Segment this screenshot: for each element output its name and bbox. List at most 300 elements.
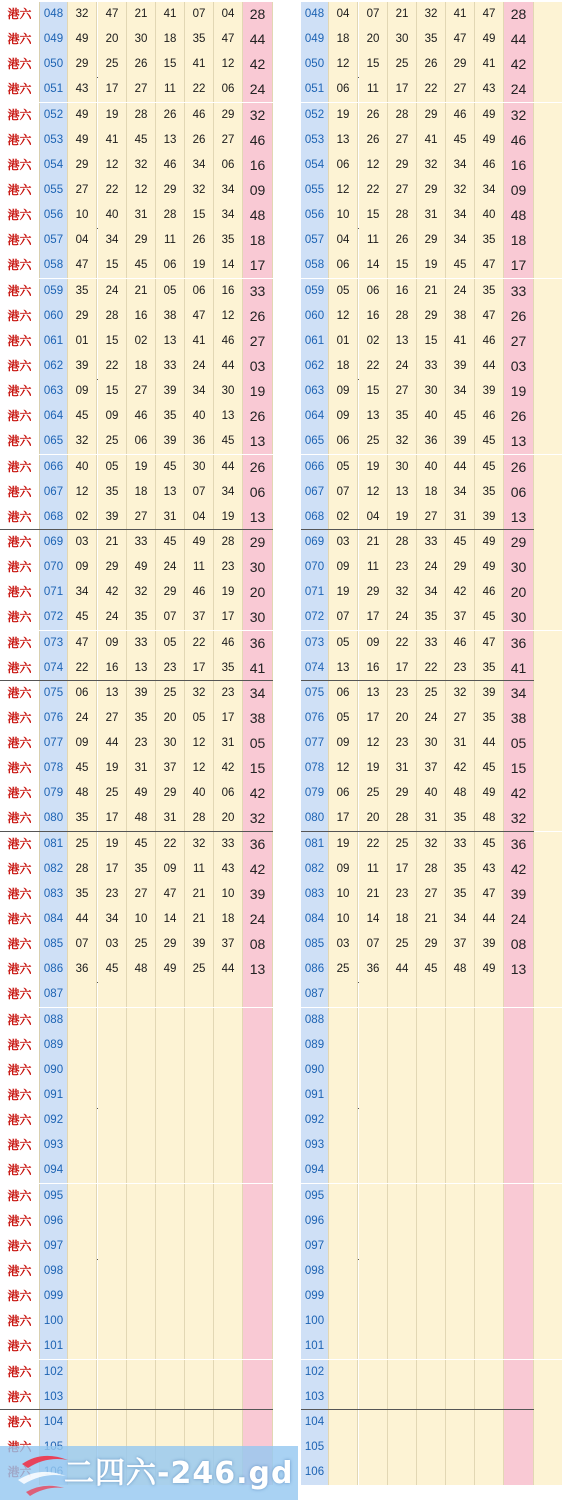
- right-number: 11: [359, 555, 388, 580]
- row-label: 港六: [0, 429, 40, 454]
- right-number: 21: [417, 907, 446, 932]
- right-number: 15: [417, 329, 446, 354]
- left-number: 26: [156, 103, 185, 128]
- right-special-number: [504, 982, 534, 1007]
- left-number: 45: [156, 455, 185, 480]
- row-label: 港六: [0, 1410, 40, 1435]
- right-number: [475, 1410, 504, 1435]
- right-number: 19: [388, 505, 417, 530]
- right-edge: [534, 957, 562, 982]
- right-number: [359, 1460, 388, 1485]
- right-number: 44: [446, 455, 475, 480]
- period-left: 098: [40, 1259, 68, 1284]
- right-number: [446, 1334, 475, 1359]
- left-number: [127, 1108, 156, 1133]
- left-number: [185, 1158, 214, 1183]
- right-number: 23: [446, 656, 475, 681]
- row-label: 港六: [0, 605, 40, 630]
- left-number: 25: [98, 52, 127, 77]
- left-number: 17: [98, 857, 127, 882]
- right-special-number: 42: [504, 52, 534, 77]
- left-number: 03: [68, 530, 97, 555]
- period-right: 105: [301, 1435, 329, 1460]
- table-row: [0, 857, 562, 882]
- left-number: 27: [98, 706, 127, 731]
- row-label: 港六: [0, 631, 40, 656]
- right-number: 32: [446, 681, 475, 706]
- left-number: [185, 1209, 214, 1234]
- right-number: 06: [329, 429, 358, 454]
- period-left: 075: [40, 681, 68, 706]
- right-number: 45: [446, 128, 475, 153]
- left-number: [127, 982, 156, 1007]
- right-number: [359, 1184, 388, 1209]
- table-row: [0, 1334, 562, 1359]
- right-number: 29: [417, 103, 446, 128]
- right-number: [388, 1385, 417, 1410]
- right-number: 32: [417, 153, 446, 178]
- left-number: 21: [127, 2, 156, 27]
- left-number: 33: [214, 832, 243, 857]
- row-label: 港六: [0, 957, 40, 982]
- left-number: 18: [214, 907, 243, 932]
- column-gap: [273, 404, 301, 429]
- left-number: 33: [156, 354, 185, 379]
- left-number: 16: [214, 279, 243, 304]
- right-number: 24: [388, 605, 417, 630]
- period-left: 048: [40, 2, 68, 27]
- right-number: 11: [359, 857, 388, 882]
- right-special-number: 20: [504, 580, 534, 605]
- left-number: [127, 1385, 156, 1410]
- left-number: 49: [156, 957, 185, 982]
- row-label: 港六: [0, 1385, 40, 1410]
- column-gap: [273, 1008, 301, 1033]
- right-special-number: 19: [504, 379, 534, 404]
- period-left: 092: [40, 1108, 68, 1133]
- right-number: 26: [417, 52, 446, 77]
- table-row: [0, 1309, 562, 1334]
- left-special-number: [243, 1209, 273, 1234]
- row-label: 港六: [0, 1234, 40, 1259]
- right-number: 25: [417, 681, 446, 706]
- right-number: [388, 1460, 417, 1485]
- right-number: 17: [388, 656, 417, 681]
- left-number: [185, 1309, 214, 1334]
- column-gap: [273, 505, 301, 530]
- right-edge: [534, 1133, 562, 1158]
- table-row: [0, 1033, 562, 1058]
- right-number: 28: [388, 530, 417, 555]
- table-row: [0, 1058, 562, 1083]
- column-gap: [273, 706, 301, 731]
- left-number: 20: [214, 806, 243, 831]
- left-number: 40: [68, 455, 97, 480]
- left-number: 35: [156, 404, 185, 429]
- left-number: [214, 1033, 243, 1058]
- right-number: [446, 1008, 475, 1033]
- period-right: 103: [301, 1385, 329, 1410]
- left-number: 23: [127, 731, 156, 756]
- right-number: 23: [388, 731, 417, 756]
- right-number: 37: [446, 605, 475, 630]
- period-left: 083: [40, 882, 68, 907]
- left-number: 23: [214, 555, 243, 580]
- left-number: [98, 1284, 127, 1309]
- left-number: [98, 982, 127, 1007]
- right-number: 40: [417, 455, 446, 480]
- left-number: [214, 1133, 243, 1158]
- right-number: 27: [388, 379, 417, 404]
- right-number: 25: [359, 429, 388, 454]
- left-number: 10: [127, 907, 156, 932]
- left-number: [68, 1334, 97, 1359]
- right-edge: [534, 480, 562, 505]
- row-label: 港六: [0, 1008, 40, 1033]
- row-label: 港六: [0, 505, 40, 530]
- right-number: 28: [388, 203, 417, 228]
- right-number: 27: [417, 882, 446, 907]
- right-number: 35: [417, 605, 446, 630]
- row-label: 港六: [0, 681, 40, 706]
- period-left: 078: [40, 756, 68, 781]
- right-number: 07: [359, 2, 388, 27]
- row-label: 港六: [0, 756, 40, 781]
- left-number: [98, 1033, 127, 1058]
- period-left: 053: [40, 128, 68, 153]
- right-number: [359, 1209, 388, 1234]
- right-number: 39: [475, 505, 504, 530]
- row-label: 港六: [0, 656, 40, 681]
- left-number: [185, 1334, 214, 1359]
- period-left: 089: [40, 1033, 68, 1058]
- left-special-number: 13: [243, 957, 273, 982]
- left-number: 27: [214, 128, 243, 153]
- left-number: [214, 1259, 243, 1284]
- period-right: 066: [301, 455, 329, 480]
- left-number: 19: [98, 103, 127, 128]
- left-number: 35: [68, 279, 97, 304]
- right-edge: [534, 455, 562, 480]
- table-row: [0, 1234, 562, 1259]
- right-number: 46: [446, 103, 475, 128]
- right-number: 31: [446, 505, 475, 530]
- right-number: 22: [417, 656, 446, 681]
- right-number: 42: [446, 580, 475, 605]
- right-number: 22: [359, 832, 388, 857]
- right-number: [446, 1184, 475, 1209]
- left-number: 04: [185, 505, 214, 530]
- right-number: 11: [359, 228, 388, 253]
- right-number: [329, 1460, 358, 1485]
- right-number: 48: [446, 957, 475, 982]
- left-number: 29: [156, 781, 185, 806]
- right-number: [329, 1435, 358, 1460]
- left-number: 11: [156, 77, 185, 102]
- right-number: 17: [359, 706, 388, 731]
- right-number: 15: [359, 203, 388, 228]
- right-number: 06: [329, 781, 358, 806]
- right-number: 07: [329, 605, 358, 630]
- right-number: 22: [359, 178, 388, 203]
- right-number: 18: [329, 354, 358, 379]
- left-number: 49: [127, 555, 156, 580]
- period-left: 069: [40, 530, 68, 555]
- right-number: 19: [417, 253, 446, 278]
- left-number: 20: [98, 27, 127, 52]
- left-special-number: 13: [243, 505, 273, 530]
- period-left: 087: [40, 982, 68, 1007]
- left-number: 46: [127, 404, 156, 429]
- right-number: [417, 1284, 446, 1309]
- left-number: 22: [68, 656, 97, 681]
- right-number: 41: [475, 52, 504, 77]
- period-right: 050: [301, 52, 329, 77]
- right-number: 21: [359, 530, 388, 555]
- right-number: 32: [388, 429, 417, 454]
- left-number: 02: [68, 505, 97, 530]
- right-number: 10: [329, 882, 358, 907]
- left-special-number: 08: [243, 932, 273, 957]
- left-number: [127, 1360, 156, 1385]
- table-row: [0, 52, 562, 77]
- right-edge: [534, 1058, 562, 1083]
- right-edge: [534, 806, 562, 831]
- right-number: [417, 1259, 446, 1284]
- left-number: [185, 1284, 214, 1309]
- left-number: [214, 1209, 243, 1234]
- table-row: [0, 77, 562, 102]
- left-number: 48: [127, 806, 156, 831]
- column-gap: [273, 1360, 301, 1385]
- left-number: [156, 1184, 185, 1209]
- left-number: 05: [98, 455, 127, 480]
- left-special-number: 18: [243, 228, 273, 253]
- right-number: 44: [475, 731, 504, 756]
- right-number: [475, 1334, 504, 1359]
- right-special-number: 09: [504, 178, 534, 203]
- left-special-number: 13: [243, 429, 273, 454]
- left-number: 19: [98, 832, 127, 857]
- right-number: 49: [475, 781, 504, 806]
- right-edge: [534, 530, 562, 555]
- right-number: 43: [475, 857, 504, 882]
- left-number: 28: [185, 806, 214, 831]
- right-edge: [534, 555, 562, 580]
- period-left: 058: [40, 253, 68, 278]
- right-number: 44: [475, 907, 504, 932]
- left-number: 04: [214, 2, 243, 27]
- right-number: [388, 1083, 417, 1108]
- left-number: [156, 1410, 185, 1435]
- right-number: 09: [329, 404, 358, 429]
- row-label: 港六: [0, 1209, 40, 1234]
- table-row: [0, 882, 562, 907]
- column-gap: [273, 907, 301, 932]
- table-row: [0, 1410, 562, 1435]
- left-number: 29: [156, 932, 185, 957]
- row-label: 港六: [0, 329, 40, 354]
- left-special-number: 28: [243, 2, 273, 27]
- right-edge: [534, 27, 562, 52]
- row-label: 港六: [0, 530, 40, 555]
- left-number: 27: [127, 379, 156, 404]
- column-gap: [273, 253, 301, 278]
- left-number: 24: [98, 279, 127, 304]
- row-label: 港六: [0, 806, 40, 831]
- right-number: 13: [359, 404, 388, 429]
- right-number: [417, 1133, 446, 1158]
- right-number: 34: [475, 178, 504, 203]
- right-special-number: 13: [504, 505, 534, 530]
- right-special-number: 24: [504, 907, 534, 932]
- right-number: 34: [446, 379, 475, 404]
- column-gap: [273, 1284, 301, 1309]
- left-number: 11: [185, 555, 214, 580]
- left-special-number: [243, 1410, 273, 1435]
- left-number: 22: [185, 631, 214, 656]
- right-edge: [534, 304, 562, 329]
- table-row: [0, 731, 562, 756]
- left-special-number: 06: [243, 480, 273, 505]
- right-number: 27: [388, 128, 417, 153]
- period-left: 074: [40, 656, 68, 681]
- table-row: [0, 1133, 562, 1158]
- right-number: 30: [388, 455, 417, 480]
- column-gap: [273, 1058, 301, 1083]
- right-edge: [534, 731, 562, 756]
- right-special-number: 36: [504, 832, 534, 857]
- right-number: [359, 1334, 388, 1359]
- right-number: 13: [329, 128, 358, 153]
- right-number: 33: [446, 832, 475, 857]
- left-number: [98, 1133, 127, 1158]
- right-number: 16: [388, 279, 417, 304]
- period-right: 081: [301, 832, 329, 857]
- left-number: 41: [98, 128, 127, 153]
- right-special-number: 26: [504, 455, 534, 480]
- right-number: [329, 1083, 358, 1108]
- right-number: [446, 1385, 475, 1410]
- right-edge: [534, 932, 562, 957]
- right-number: 39: [446, 354, 475, 379]
- left-number: 07: [156, 605, 185, 630]
- right-number: 35: [475, 228, 504, 253]
- right-number: 45: [475, 832, 504, 857]
- left-special-number: 17: [243, 253, 273, 278]
- period-right: 088: [301, 1008, 329, 1033]
- left-number: [68, 1033, 97, 1058]
- left-special-number: 39: [243, 882, 273, 907]
- right-edge: [534, 656, 562, 681]
- right-special-number: [504, 1158, 534, 1183]
- right-number: 21: [417, 279, 446, 304]
- period-right: 070: [301, 555, 329, 580]
- table-row: [0, 279, 562, 304]
- right-number: 25: [388, 932, 417, 957]
- right-number: 31: [417, 203, 446, 228]
- right-number: 12: [329, 178, 358, 203]
- right-number: 29: [388, 781, 417, 806]
- right-number: [475, 1460, 504, 1485]
- row-label: 港六: [0, 304, 40, 329]
- right-number: 18: [417, 480, 446, 505]
- right-edge: [534, 882, 562, 907]
- left-number: 31: [214, 731, 243, 756]
- right-edge: [534, 1259, 562, 1284]
- left-number: [214, 1334, 243, 1359]
- right-number: 24: [417, 555, 446, 580]
- right-number: 38: [446, 304, 475, 329]
- right-number: 18: [388, 907, 417, 932]
- right-number: [388, 1209, 417, 1234]
- row-label: 港六: [0, 882, 40, 907]
- right-number: 05: [329, 455, 358, 480]
- left-number: 22: [98, 354, 127, 379]
- right-number: 30: [417, 731, 446, 756]
- left-special-number: [243, 1058, 273, 1083]
- left-number: [156, 1385, 185, 1410]
- right-number: 47: [475, 304, 504, 329]
- right-number: 49: [475, 530, 504, 555]
- left-special-number: 09: [243, 178, 273, 203]
- left-number: [156, 1360, 185, 1385]
- left-number: 22: [185, 77, 214, 102]
- right-number: 45: [446, 253, 475, 278]
- left-number: [156, 1058, 185, 1083]
- column-gap: [273, 555, 301, 580]
- left-special-number: 42: [243, 857, 273, 882]
- right-special-number: 26: [504, 404, 534, 429]
- row-label: 港六: [0, 555, 40, 580]
- right-edge: [534, 77, 562, 102]
- left-number: 19: [214, 580, 243, 605]
- right-number: [388, 1284, 417, 1309]
- table-row: [0, 354, 562, 379]
- left-number: 45: [127, 253, 156, 278]
- left-number: 17: [98, 806, 127, 831]
- right-number: [359, 1234, 388, 1259]
- table-row: [0, 605, 562, 630]
- left-number: 12: [68, 480, 97, 505]
- right-number: 44: [388, 957, 417, 982]
- right-special-number: 17: [504, 253, 534, 278]
- left-number: [98, 1334, 127, 1359]
- left-number: 10: [68, 203, 97, 228]
- right-number: 29: [417, 228, 446, 253]
- left-special-number: [243, 1033, 273, 1058]
- column-gap: [273, 379, 301, 404]
- right-number: 45: [475, 455, 504, 480]
- left-number: 49: [185, 530, 214, 555]
- right-special-number: 44: [504, 27, 534, 52]
- column-gap: [273, 203, 301, 228]
- left-number: [68, 1184, 97, 1209]
- period-right: 074: [301, 656, 329, 681]
- left-number: 29: [68, 153, 97, 178]
- right-number: 17: [359, 605, 388, 630]
- period-right: 061: [301, 329, 329, 354]
- left-number: [185, 1033, 214, 1058]
- right-number: 24: [388, 354, 417, 379]
- right-special-number: 24: [504, 77, 534, 102]
- table-row: [0, 404, 562, 429]
- right-number: [359, 1284, 388, 1309]
- right-number: 33: [417, 354, 446, 379]
- right-special-number: 38: [504, 706, 534, 731]
- left-number: [127, 1259, 156, 1284]
- period-right: 104: [301, 1410, 329, 1435]
